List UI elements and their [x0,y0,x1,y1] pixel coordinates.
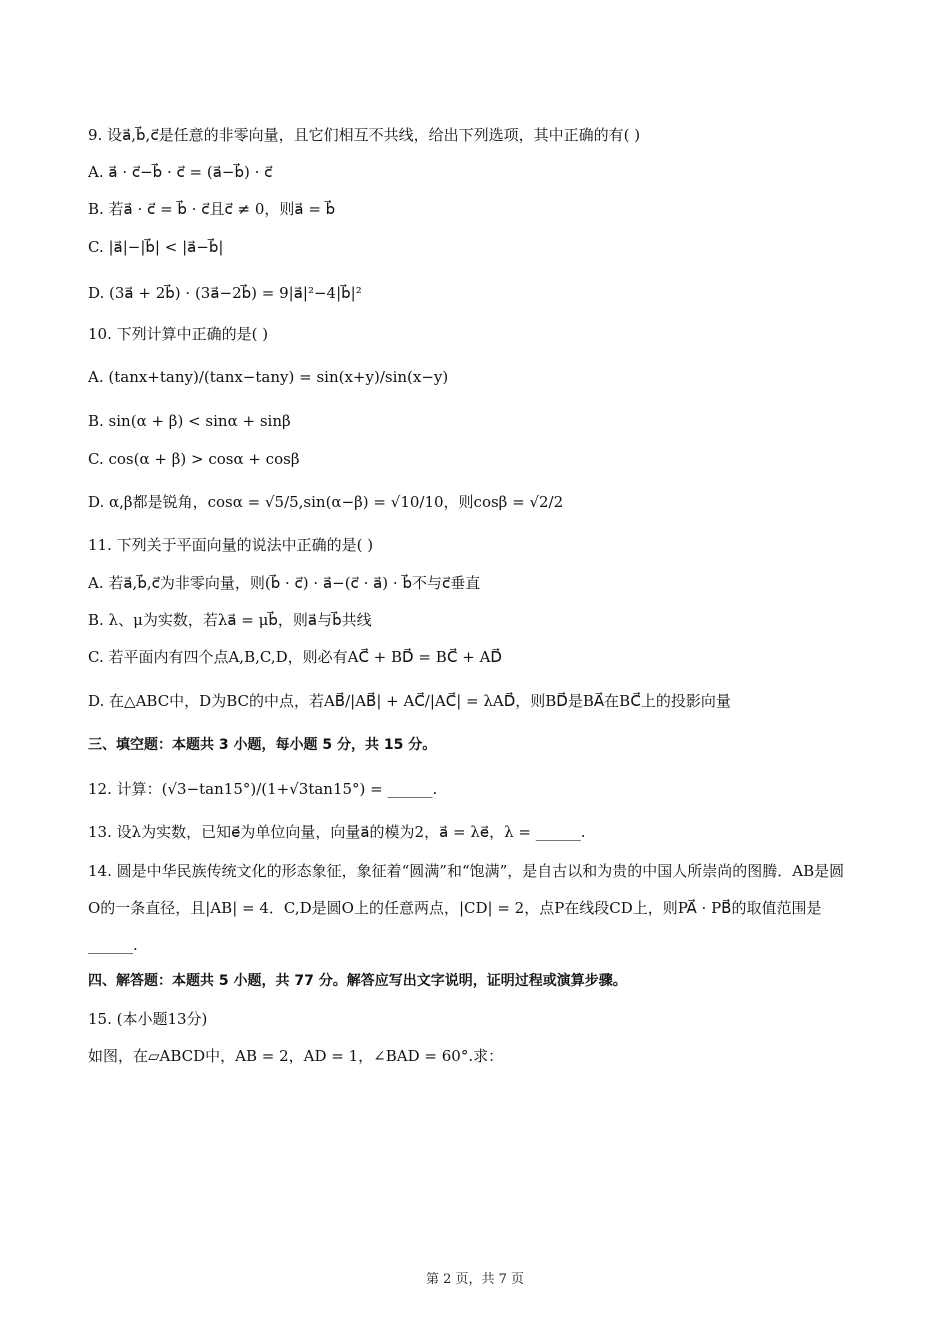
question-q10d: D. α,β都是锐角，cosα = √5/5,sin(α−β) = √10/10，则cosβ = √2/2 [88,493,564,511]
question-q14: 14. 圆是中华民族传统文化的形态象征，象征着“圆满”和“饱满”，是自古以和为贵的中国人所崇尚的图腾．AB是圆O的一条直径，且|AB| = 4．C,D是圆O上的任意两点，|CD| = 2，点P在线段CD上，则PA⃗ · PB⃗的取值范围是______. [88,862,845,954]
question-q15body: 如图，在▱ABCD中，AB = 2，AD = 1，∠BAD = 60°.求： [88,1047,504,1065]
question-q9a: A. a⃗ · c⃗−b⃗ · c⃗ = (a⃗−b⃗) · c⃗ [88,163,273,181]
question-q11c: C. 若平面内有四个点A,B,C,D，则必有AC⃗ + BD⃗ = BC⃗ + AD⃗ [88,648,502,666]
question-q13: 13. 设λ为实数，已知e⃗为单位向量，向量a⃗的模为2，a⃗ = λe⃗，λ = ______. [88,823,586,841]
question-q11: 11. 下列关于平面向量的说法中正确的是( ) [88,536,374,554]
section-heading-solutions: 四、解答题：本题共 5 小题，共 77 分。解答应写出文字说明，证明过程或演算步骤。 [88,973,627,989]
question-q12: 12. 计算：(√3−tan15°)/(1+√3tan15°) = ______. [88,780,438,798]
question-q9b: B. 若a⃗ · c⃗ = b⃗ · c⃗且c⃗ ≠ 0，则a⃗ = b⃗ [88,200,336,218]
question-q11b: B. λ、μ为实数，若λa⃗ = μb⃗，则a⃗与b⃗共线 [88,611,372,629]
question-q11d: D. 在△ABC中，D为BC的中点，若AB⃗/|AB⃗| + AC⃗/|AC⃗| = λAD⃗，则BD⃗是BA⃗在BC⃗上的投影向量 [88,692,731,710]
question-q15head: 15. (本小题13分) [88,1010,208,1028]
question-q11a: A. 若a⃗,b⃗,c⃗为非零向量，则(b⃗ · c⃗) · a⃗−(c⃗ · a⃗) · b⃗不与c⃗垂直 [88,574,481,592]
page-footer: 第 2 页，共 7 页 [425,1272,525,1287]
question-q10c: C. cos(α + β) > cosα + cosβ [88,450,300,468]
question-q10: 10. 下列计算中正确的是( ) [88,325,269,343]
question-q9d: D. (3a⃗ + 2b⃗) · (3a⃗−2b⃗) = 9|a⃗|²−4|b⃗|² [88,284,362,302]
question-q9: 9. 设a⃗,b⃗,c⃗是任意的非零向量，且它们相互不共线，给出下列选项，其中正确的有( ) [88,126,641,144]
question-q10a: A. (tanx+tany)/(tanx−tany) = sin(x+y)/sin(x−y) [88,368,449,386]
section-heading-fill-in: 三、填空题：本题共 3 小题，每小题 5 分，共 15 分。 [88,737,437,753]
question-q10b: B. sin(α + β) < sinα + sinβ [88,412,291,430]
question-q9c: C. |a⃗|−|b⃗| < |a⃗−b⃗| [88,238,224,256]
